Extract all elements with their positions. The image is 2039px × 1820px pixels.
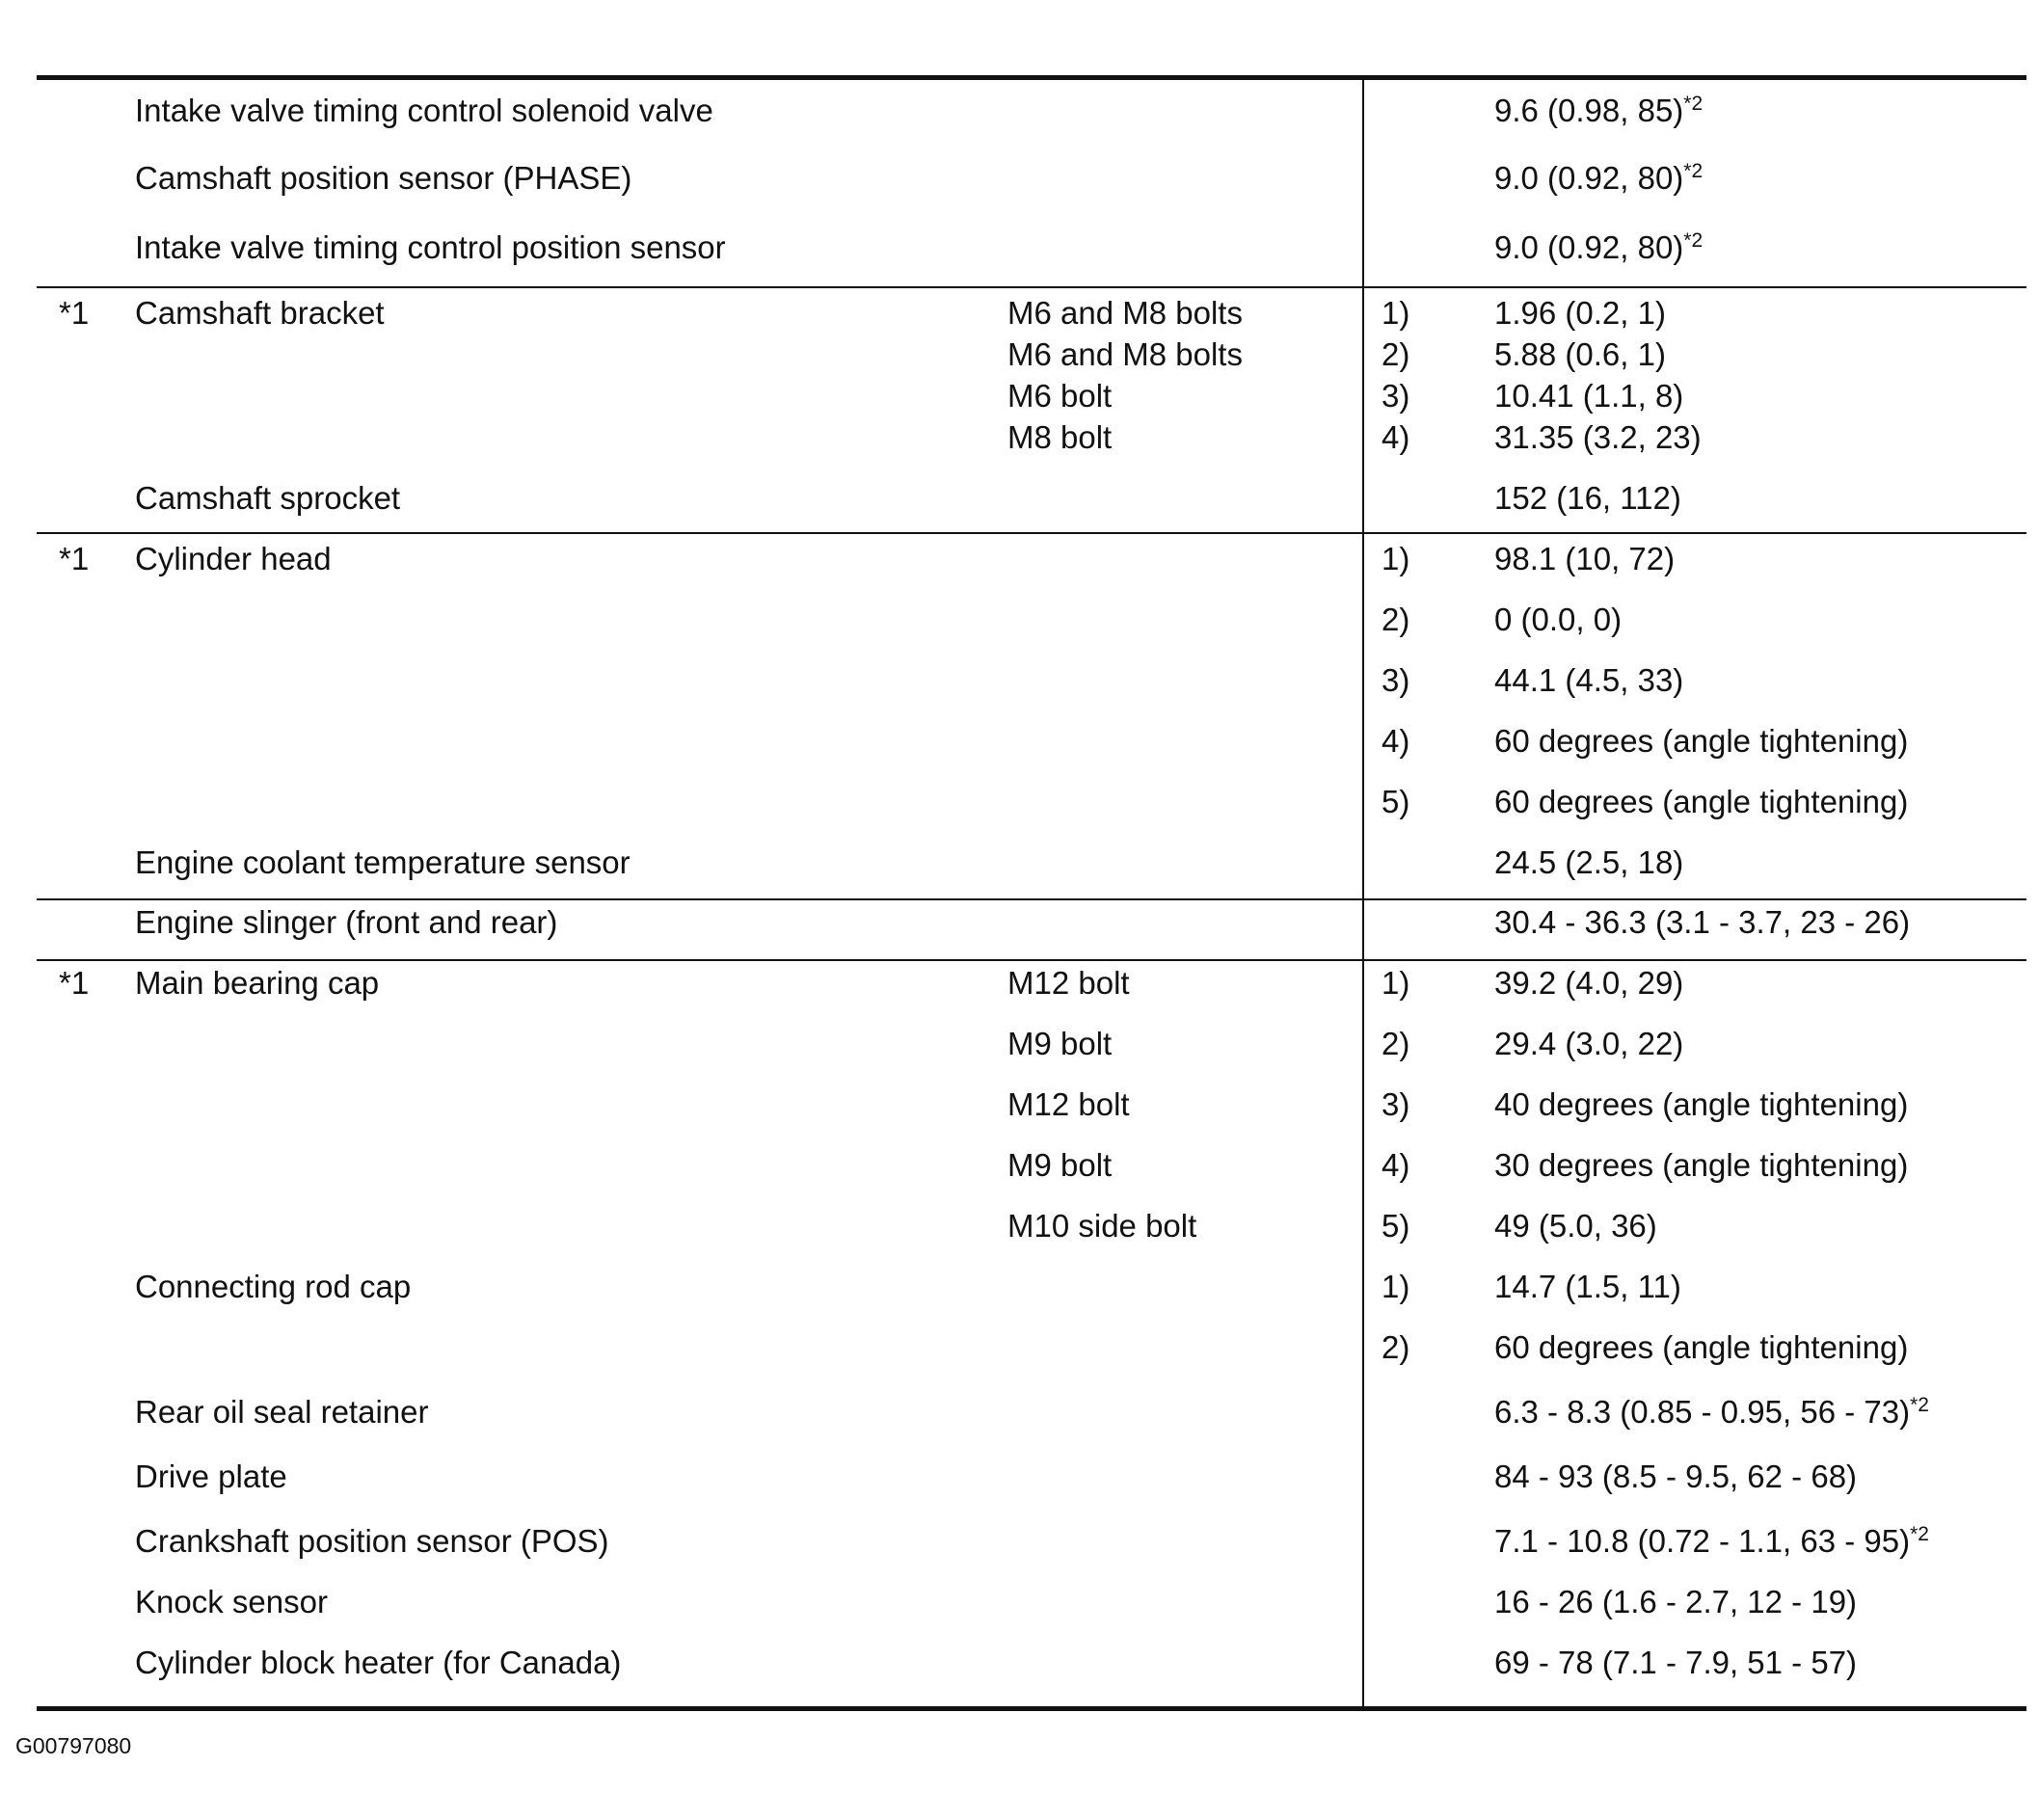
component-name: Engine slinger (front and rear) (135, 904, 558, 940)
step-number: 3) (1382, 662, 1410, 698)
torque-value: 60 degrees (angle tightening) (1494, 1329, 1909, 1365)
torque-value: 31.35 (3.2, 23) (1494, 419, 1702, 455)
torque-value: 1.96 (0.2, 1) (1494, 295, 1666, 331)
step-number: 2) (1382, 1026, 1410, 1061)
table-row (0, 1583, 2039, 1621)
step-number: 1) (1382, 1269, 1410, 1304)
torque-value: 44.1 (4.5, 33) (1494, 662, 1684, 698)
table-row (0, 294, 2039, 333)
section-divider (37, 532, 2026, 534)
asterisk-marker: *1 (59, 965, 90, 1001)
table-row (0, 418, 2039, 457)
table-row (0, 479, 2039, 518)
step-number: 4) (1382, 419, 1410, 455)
torque-value: 30.4 - 36.3 (3.1 - 3.7, 23 - 26) (1494, 904, 1911, 940)
component-name: Connecting rod cap (135, 1269, 412, 1304)
step-number: 1) (1382, 541, 1410, 576)
component-name: Cylinder head (135, 541, 332, 576)
bolt-size: M6 bolt (1007, 378, 1113, 414)
torque-value: 9.0 (0.92, 80)$^{*2}$ (1494, 229, 1704, 265)
torque-value: 152 (16, 112) (1494, 480, 1681, 516)
table-row (0, 1085, 2039, 1124)
table-row (0, 1207, 2039, 1245)
table-row (0, 661, 2039, 700)
step-number: 3) (1382, 1086, 1410, 1122)
bolt-size: M10 side bolt (1007, 1208, 1197, 1244)
table-row (0, 722, 2039, 761)
step-number: 1) (1382, 965, 1410, 1001)
asterisk-marker: *1 (59, 295, 90, 331)
footnote-marker: *2 (1910, 1394, 1929, 1416)
torque-value: 9.0 (0.92, 80)$^{*2}$ (1494, 160, 1704, 196)
torque-value: 10.41 (1.1, 8) (1494, 378, 1684, 414)
torque-value: 16 - 26 (1.6 - 2.7, 12 - 19) (1494, 1584, 1858, 1619)
table-row (0, 1328, 2039, 1367)
torque-value: 14.7 (1.5, 11) (1494, 1269, 1681, 1304)
step-number: 2) (1382, 1329, 1410, 1365)
torque-value: 69 - 78 (7.1 - 7.9, 51 - 57) (1494, 1645, 1858, 1680)
component-name: Drive plate (135, 1459, 287, 1494)
table-row (0, 377, 2039, 415)
torque-value: 49 (5.0, 36) (1494, 1208, 1657, 1244)
component-name: Engine coolant temperature sensor (135, 844, 630, 880)
torque-value: 9.6 (0.98, 85)$^{*2}$ (1494, 93, 1704, 128)
component-name: Camshaft position sensor (PHASE) (135, 160, 632, 196)
torque-value: 24.5 (2.5, 18) (1494, 844, 1684, 880)
footnote-marker: *2 (1683, 160, 1704, 182)
step-number: 5) (1382, 1208, 1410, 1244)
table-row (0, 1522, 2039, 1561)
table-row (0, 540, 2039, 578)
torque-value: 29.4 (3.0, 22) (1494, 1026, 1684, 1061)
bolt-size: M6 and M8 bolts (1007, 336, 1243, 372)
table-row (0, 843, 2039, 882)
torque-value: 39.2 (4.0, 29) (1494, 965, 1684, 1001)
table-row (0, 92, 2039, 130)
torque-value: 98.1 (10, 72) (1494, 541, 1676, 576)
torque-value: 40 degrees (angle tightening) (1494, 1086, 1909, 1122)
table-row (0, 1393, 2039, 1432)
asterisk-marker: *1 (59, 541, 90, 576)
table-row (0, 228, 2039, 267)
bolt-size: M9 bolt (1007, 1147, 1113, 1183)
step-number: 4) (1382, 723, 1410, 759)
torque-value: 6.3 - 8.3 (0.85 - 0.95, 56 - 73)$^{*2}$ (1494, 1394, 1929, 1430)
section-divider (37, 286, 2026, 288)
table-row (0, 335, 2039, 374)
component-name: Cylinder block heater (for Canada) (135, 1645, 622, 1680)
torque-value: 60 degrees (angle tightening) (1494, 723, 1909, 759)
step-number: 2) (1382, 336, 1410, 372)
section-divider (37, 898, 2026, 900)
table-row (0, 1644, 2039, 1682)
step-number: 4) (1382, 1147, 1410, 1183)
table-row (0, 1458, 2039, 1496)
torque-value: 84 - 93 (8.5 - 9.5, 62 - 68) (1494, 1459, 1858, 1494)
torque-value: 60 degrees (angle tightening) (1494, 784, 1909, 819)
torque-value: 0 (0.0, 0) (1494, 602, 1623, 637)
torque-value: 30 degrees (angle tightening) (1494, 1147, 1909, 1183)
torque-value: 5.88 (0.6, 1) (1494, 336, 1666, 372)
component-name: Camshaft sprocket (135, 480, 401, 516)
table-row (0, 1146, 2039, 1185)
table-row (0, 783, 2039, 821)
component-name: Main bearing cap (135, 965, 380, 1001)
step-number: 1) (1382, 295, 1410, 331)
bolt-size: M8 bolt (1007, 419, 1113, 455)
component-name: Knock sensor (135, 1584, 328, 1619)
component-name: Intake valve timing control position sensor (135, 229, 726, 265)
table-row (0, 159, 2039, 198)
table-row (0, 964, 2039, 1003)
table-bottom-rule (37, 1706, 2026, 1711)
table-row (0, 601, 2039, 639)
footnote-marker: *2 (1910, 1523, 1929, 1545)
torque-value: 7.1 - 10.8 (0.72 - 1.1, 63 - 95)$^{*2}$ (1494, 1523, 1929, 1559)
component-name: Rear oil seal retainer (135, 1394, 429, 1430)
step-number: 3) (1382, 378, 1410, 414)
component-name: Crankshaft position sensor (POS) (135, 1523, 609, 1559)
component-name: Camshaft bracket (135, 295, 385, 331)
step-number: 2) (1382, 602, 1410, 637)
figure-id: G00797080 (15, 1733, 132, 1758)
table-row (0, 903, 2039, 942)
bolt-size: M9 bolt (1007, 1026, 1113, 1061)
table-top-rule (37, 75, 2026, 80)
step-number: 5) (1382, 784, 1410, 819)
table-row (0, 1268, 2039, 1306)
bolt-size: M12 bolt (1007, 965, 1130, 1001)
footnote-marker: *2 (1683, 93, 1704, 115)
footnote-marker: *2 (1683, 229, 1704, 252)
section-divider (37, 959, 2026, 961)
bolt-size: M12 bolt (1007, 1086, 1130, 1122)
component-name: Intake valve timing control solenoid valve (135, 93, 713, 128)
table-row (0, 1025, 2039, 1063)
bolt-size: M6 and M8 bolts (1007, 295, 1243, 331)
